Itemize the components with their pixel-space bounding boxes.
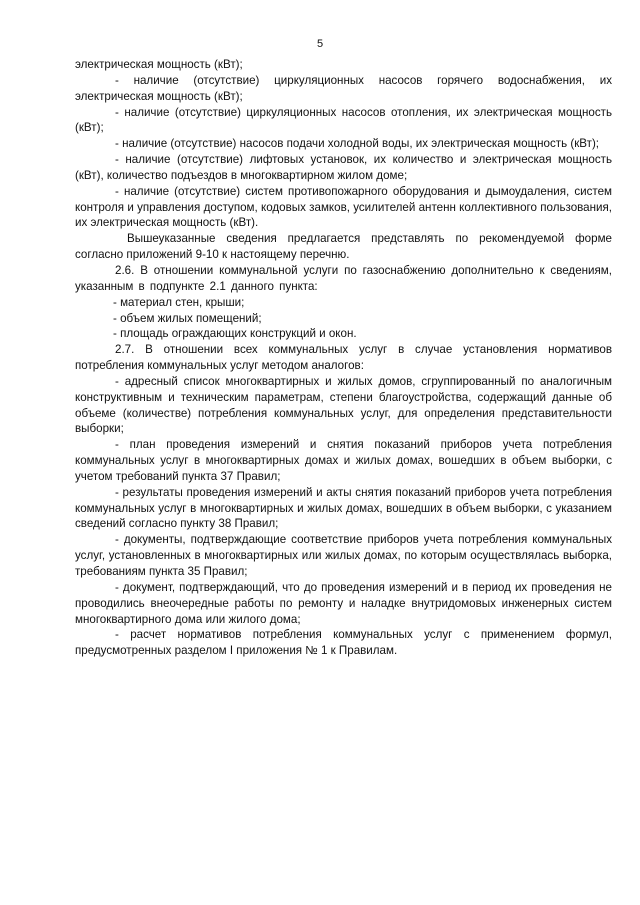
list-item: - расчет нормативов потребления коммунальных услуг с применением формул, предусмотренных разделом I приложения № 1 к Правилам. [75, 628, 612, 658]
list-item: - наличие (отсутствие) циркуляционных насосов горячего водоснабжения, их электрическая мощность (кВт); [75, 73, 612, 103]
list-item: - объем жилых помещений; [113, 311, 262, 325]
list-item: - план проведения измерений и снятия показаний приборов учета потребления коммунальных услуг в многоквартирных домах и жилых домах, вошедших в объем выборки, с учетом требований пункта 37 Правил; [75, 438, 612, 483]
list-item: - материал стен, крыши; [113, 295, 245, 309]
list-item: - наличие (отсутствие) циркуляционных насосов отопления, их электрическая мощность (кВт); [75, 105, 612, 135]
list-item: - наличие (отсутствие) насосов подачи холодной воды, их электрическая мощность (кВт); [115, 137, 600, 151]
paragraph: Вышеуказанные сведения предлагается представлять по рекомендуемой форме согласно приложений 9-10 к настоящему перечню. [75, 232, 612, 262]
document-body [75, 57, 612, 659]
list-item: - площадь ограждающих конструкций и окон. [113, 327, 357, 341]
list-item: - наличие (отсутствие) систем противопожарного оборудования и дымоудаления, систем контроля и управления доступом, кодовых замков, усилителей антенн коллективного пользования, их электрическая мощность (кВт). [75, 184, 612, 230]
clause-2-6: 2.6. В отношении коммунальной услуги по газоснабжению дополнительно к сведениям, указанным в подпункте 2.1 данного пункта: [75, 263, 612, 293]
page-number: 5 [316, 38, 324, 50]
paragraph-continuation: электрическая мощность (кВт); [75, 58, 243, 71]
list-item: - документы, подтверждающие соответствие приборов учета потребления коммунальных услуг, установленных в многоквартирных или жилых домах, по которым осуществлялась выборка, требованиям пункта 35 Правил; [75, 533, 612, 578]
clause-2-7: 2.7. В отношении всех коммунальных услуг в случае установления нормативов потребления коммунальных услуг методом аналогов: [75, 343, 612, 373]
list-item: - наличие (отсутствие) лифтовых установок, их количество и электрическая мощность (кВт), количество подъездов в многоквартирном жилом доме; [75, 153, 612, 182]
list-item: - документ, подтверждающий, что до проведения измерений и в период их проведения не проводились внеочередные работы по ремонту и наладке внутридомовых инженерных систем многоквартирного дома или жилого дома; [75, 580, 612, 626]
list-item: - адресный список многоквартирных и жилых домов, сгруппированный по аналогичным конструктивным и техническим параметрам, степени благоустройства, содержащий данные об объеме (количестве) потребления коммунальных услуг, для определения представительности выборки; [75, 374, 612, 436]
list-item: - результаты проведения измерений и акты снятия показаний приборов учета потребления коммунальных услуг в многоквартирных и жилых домах, вошедших в объем выборки, с указанием сведений согласно пункту 38 Правил; [75, 485, 612, 531]
